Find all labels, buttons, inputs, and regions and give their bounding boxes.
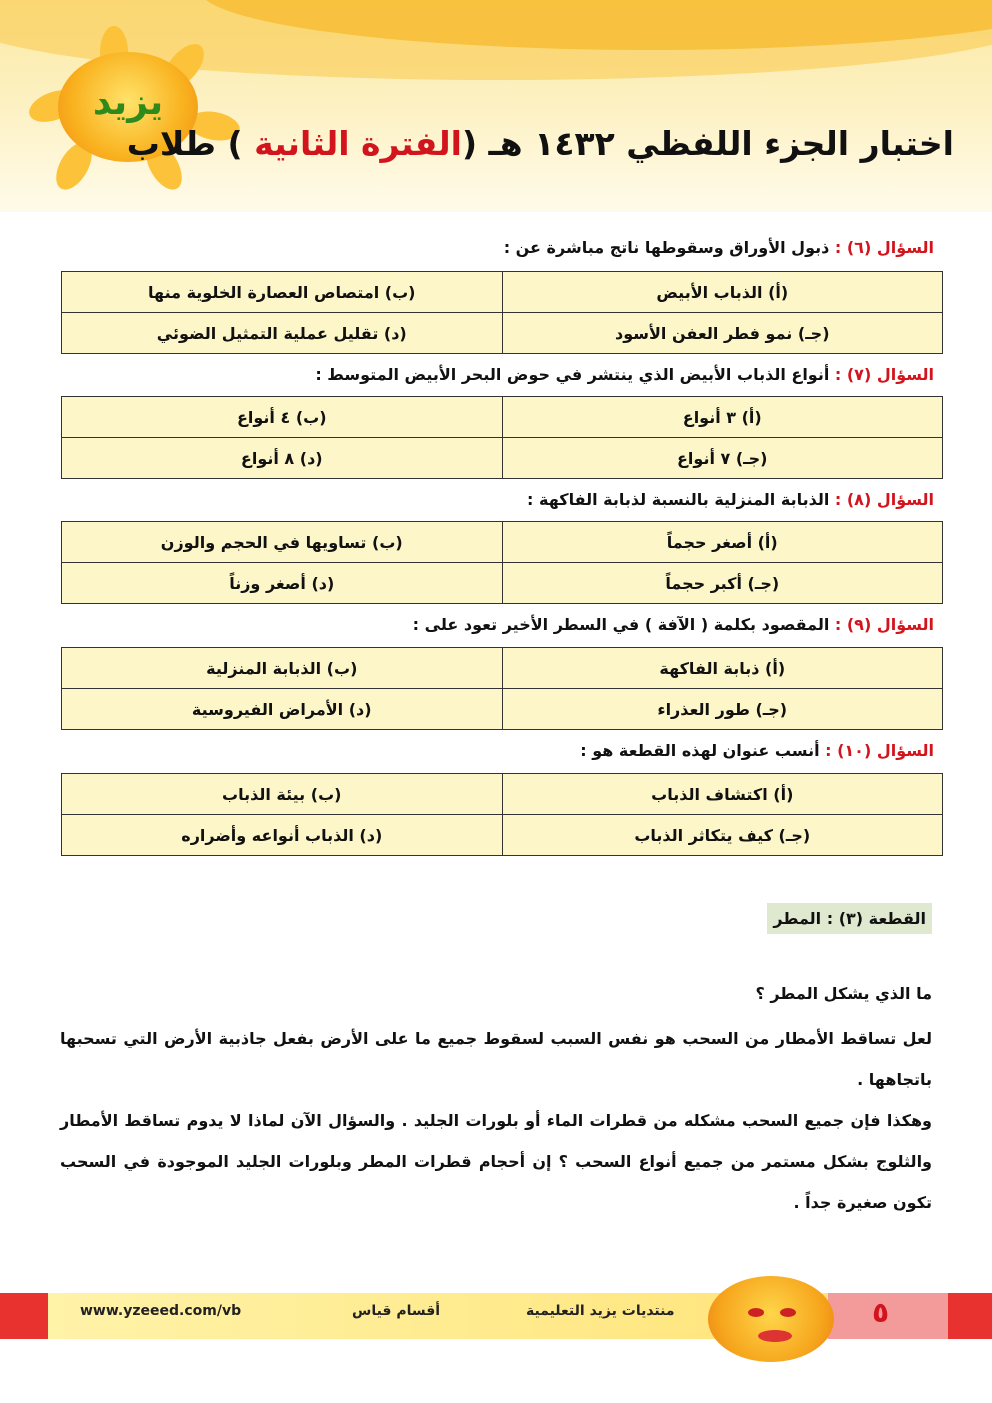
option-b[interactable]: (ب) امتصاص العصارة الخلوية منها	[62, 272, 503, 313]
footer-forum-name: منتديات يزيد التعليمية	[526, 1303, 675, 1319]
option-d[interactable]: (د) الأمراض الفيروسية	[62, 689, 503, 730]
option-c[interactable]: (جـ) ٧ أنواع	[502, 438, 943, 479]
sun-eye-icon	[780, 1308, 796, 1317]
question-9: السؤال (٩) : المقصود بكلمة ( الآفة ) في السطر الأخير تعود على :	[412, 615, 934, 634]
option-a[interactable]: (أ) أصغر حجماً	[502, 522, 943, 563]
option-c[interactable]: (جـ) طور العذراء	[502, 689, 943, 730]
passage-question: ما الذي يشكل المطر ؟	[755, 984, 932, 1003]
option-b[interactable]: (ب) بيئة الذباب	[62, 774, 503, 815]
option-c[interactable]: (جـ) نمو فطر العفن الأسود	[502, 313, 943, 354]
footer-accent-left	[0, 1293, 48, 1339]
option-b[interactable]: (ب) تساويها في الحجم والوزن	[62, 522, 503, 563]
question-10: السؤال (١٠) : أنسب عنوان لهذه القطعة هو :	[580, 741, 934, 760]
option-c[interactable]: (جـ) أكبر حجماً	[502, 563, 943, 604]
question-7: السؤال (٧) : أنواع الذباب الأبيض الذي ينتشر في حوض البحر الأبيض المتوسط :	[315, 365, 934, 384]
page-title: اختبار الجزء اللفظي ١٤٣٢ هـ (الفترة الثانية ) طلاب	[126, 124, 954, 163]
option-a[interactable]: (أ) ٣ أنواع	[502, 397, 943, 438]
footer-url-link[interactable]: www.yzeeed.com/vb	[80, 1303, 242, 1319]
option-a[interactable]: (أ) اكتشاف الذباب	[502, 774, 943, 815]
page-header	[0, 0, 992, 212]
footer-accent-right	[948, 1293, 992, 1339]
footer-sun-icon	[708, 1276, 834, 1362]
footer-section-link[interactable]: أقسام قياس	[352, 1303, 441, 1319]
option-b[interactable]: (ب) الذبابة المنزلية	[62, 648, 503, 689]
options-table-q8	[61, 521, 943, 604]
passage-paragraph-1: لعل تساقط الأمطار من السحب هو نفس السبب لسقوط جميع ما على الأرض بفعل جاذبية الأرض التي تسحبها باتجاهها .	[60, 1029, 932, 1089]
site-logo: يزيد	[92, 82, 164, 123]
option-a[interactable]: (أ) ذبابة الفاكهة	[502, 648, 943, 689]
options-table-q6	[61, 271, 943, 354]
sun-mouth-icon	[758, 1330, 792, 1342]
passage-heading: القطعة (٣) : المطر	[767, 903, 932, 934]
option-d[interactable]: (د) أصغر وزناً	[62, 563, 503, 604]
option-c[interactable]: (جـ) كيف يتكاثر الذباب	[502, 815, 943, 856]
options-table-q7	[61, 396, 943, 479]
option-d[interactable]: (د) تقليل عملية التمثيل الضوئي	[62, 313, 503, 354]
options-table-q9	[61, 647, 943, 730]
options-table-q10	[61, 773, 943, 856]
page-number: ٥	[872, 1296, 890, 1329]
option-a[interactable]: (أ) الذباب الأبيض	[502, 272, 943, 313]
question-6: السؤال (٦) : ذبول الأوراق وسقوطها ناتج مباشرة عن :	[503, 238, 934, 257]
passage-paragraph-2: وهكذا فإن جميع السحب مشكله من قطرات الماء أو بلورات الجليد . والسؤال الآن لماذا لا يدوم تساقط الأمطار والثلوج بشكل مستمر من جميع أنواع السحب ؟ إن أحجام قطرات المطر وبلورات الجليد الموجودة في السحب تكون صغيرة جداً .	[60, 1111, 932, 1212]
option-d[interactable]: (د) الذباب أنواعه وأضراره	[62, 815, 503, 856]
sun-eye-icon	[748, 1308, 764, 1317]
option-d[interactable]: (د) ٨ أنواع	[62, 438, 503, 479]
option-b[interactable]: (ب) ٤ أنواع	[62, 397, 503, 438]
question-8: السؤال (٨) : الذبابة المنزلية بالنسبة لذبابة الفاكهة :	[527, 490, 934, 509]
